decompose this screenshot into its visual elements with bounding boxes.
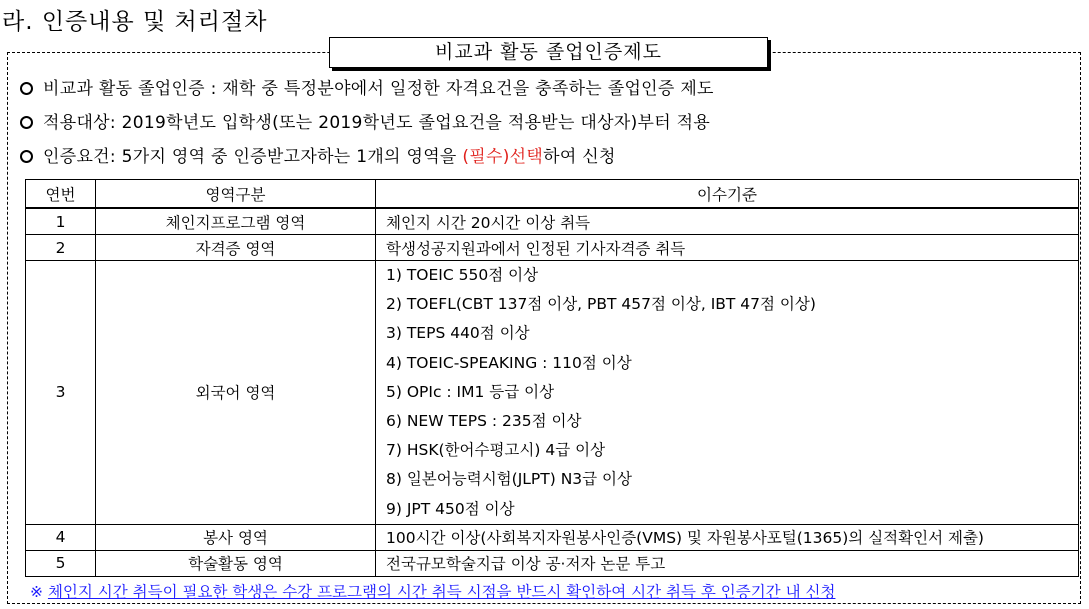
criteria-item: 4) TOEIC-SPEAKING : 110점 이상: [386, 353, 632, 372]
row-area: 봉사 영역: [96, 524, 376, 550]
criteria-item: 5) OPIc : IM1 등급 이상: [386, 382, 555, 401]
circle-bullet-icon: [20, 150, 33, 163]
row-no: 3: [26, 261, 96, 525]
criteria-item: 6) NEW TEPS : 235점 이상: [386, 411, 582, 430]
bullet-text: 비교과 활동 졸업인증 : 재학 중 특정분야에서 일정한 자격요건을 충족하는 졸업인증 제도: [43, 79, 714, 99]
row-no: 4: [26, 524, 96, 550]
box-title: 비교과 활동 졸업인증제도: [329, 37, 768, 68]
required-emphasis: (필수)선택: [462, 147, 544, 167]
table-row: [26, 235, 1079, 261]
row-no: 1: [26, 208, 96, 235]
row-no: 5: [26, 550, 96, 576]
table-row: [26, 524, 1079, 550]
table-row: [26, 208, 1079, 235]
bullet-requirement: [20, 142, 616, 167]
table-header-row: [26, 180, 1079, 209]
row-area: 학술활동 영역: [96, 550, 376, 576]
criteria-item: 7) HSK(한어수평고시) 4급 이상: [386, 441, 606, 460]
criteria-table: [25, 179, 1079, 577]
bullet-overview: [20, 74, 714, 99]
criteria-item: 8) 일본어능력시험(JLPT) N3급 이상: [386, 470, 632, 489]
criteria-item: 3) TEPS 440점 이상: [386, 324, 530, 343]
criteria-item: 9) JPT 450점 이상: [386, 499, 515, 518]
criteria-item: 2) TOEFL(CBT 137점 이상, PBT 457점 이상, IBT 47점 이상): [386, 295, 816, 314]
bullet-text: 인증요건: 5가지 영역 중 인증받고자하는 1개의 영역을: [43, 147, 463, 167]
circle-bullet-icon: [20, 82, 33, 95]
row-criteria: 학생성공지원과에서 인정된 기사자격증 취득: [376, 235, 1079, 261]
table-row: [26, 550, 1079, 576]
header-no: 연번: [26, 180, 96, 209]
header-criteria: 이수기준: [376, 180, 1079, 209]
header-area: 영역구분: [96, 180, 376, 209]
footnote: [30, 580, 835, 602]
row-area: 체인지프로그램 영역: [96, 208, 376, 235]
row-criteria-list: [376, 261, 1079, 525]
reference-mark: ※: [30, 583, 43, 601]
table-row: [26, 261, 1079, 525]
row-no: 2: [26, 235, 96, 261]
row-area: 자격증 영역: [96, 235, 376, 261]
footnote-text: 체인지 시간 취득이 필요한 학생은 수강 프로그램의 시간 취득 시점을 반드시 확인하여 시간 취득 후 인증기간 내 신청: [47, 583, 836, 601]
row-criteria: 체인지 시간 20시간 이상 취득: [376, 208, 1079, 235]
row-criteria: 100시간 이상(사회복지자원봉사인증(VMS) 및 자원봉사포털(1365)의 실적확인서 제출): [376, 524, 1079, 550]
row-area: 외국어 영역: [96, 261, 376, 525]
bullet-text: 적용대상: 2019학년도 입학생(또는 2019학년도 졸업요건을 적용받는 대상자)부터 적용: [43, 113, 711, 133]
bullet-text: 하여 신청: [543, 147, 616, 167]
circle-bullet-icon: [20, 116, 33, 129]
bullet-target: [20, 108, 710, 133]
row-criteria: 전국규모학술지급 이상 공·저자 논문 투고: [376, 550, 1079, 576]
criteria-item: 1) TOEIC 550점 이상: [386, 266, 539, 284]
section-heading: 라. 인증내용 및 처리절차: [2, 9, 268, 35]
